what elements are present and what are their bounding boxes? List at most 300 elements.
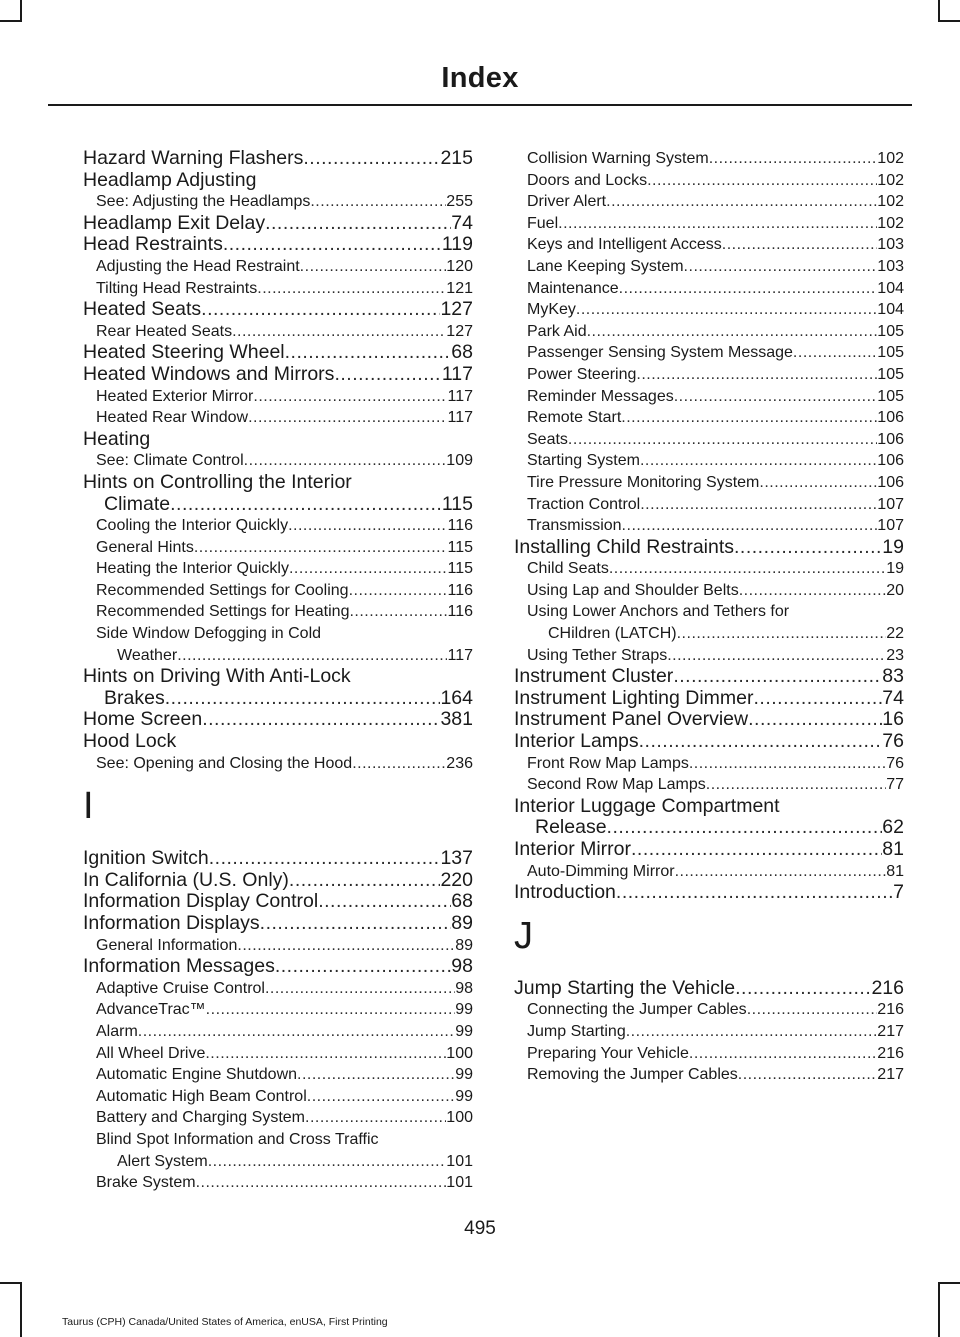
- entry-page-number: 137: [440, 847, 473, 870]
- entry-label: Information Messages: [83, 955, 275, 978]
- dot-leader: [607, 817, 883, 839]
- entry-label: Adjusting the Head Restraint: [96, 257, 300, 275]
- dot-leader: [754, 688, 883, 710]
- entry-label: Transmission: [527, 517, 622, 535]
- dot-leader: [305, 1107, 446, 1129]
- entry-label: Instrument Panel Overview: [514, 708, 749, 731]
- index-subentry[interactable]: [83, 601, 473, 623]
- crop-mark-bottom-left: [20, 1282, 22, 1337]
- entry-page-number: 99: [455, 1022, 473, 1040]
- dot-leader: [209, 848, 441, 870]
- index-subentry[interactable]: [514, 861, 904, 883]
- entry-page-number: 102: [877, 193, 904, 211]
- dot-leader: [170, 494, 442, 516]
- index-subentry[interactable]: [514, 515, 904, 537]
- entry-label: Adaptive Cruise Control: [96, 979, 265, 997]
- index-subentry[interactable]: [514, 753, 904, 775]
- entry-page-number: 83: [882, 665, 904, 688]
- index-subentry[interactable]: [83, 580, 473, 602]
- entry-page-number: 216: [877, 1001, 904, 1019]
- entry-label: Using Tether Straps: [527, 646, 668, 664]
- index-subentry-heading: Side Window Defogging in Cold: [96, 625, 322, 643]
- dot-leader: [689, 753, 886, 775]
- entry-label: Instrument Lighting Dimmer: [514, 686, 754, 709]
- entry-page-number: 116: [447, 517, 473, 535]
- dot-leader: [576, 299, 877, 321]
- entry-page-number: 117: [447, 387, 473, 405]
- dot-leader: [349, 601, 447, 623]
- index-subentry[interactable]: [83, 753, 473, 775]
- index-subentry[interactable]: [514, 580, 904, 602]
- index-subentry[interactable]: [83, 450, 473, 472]
- entry-label: Automatic Engine Shutdown: [96, 1066, 298, 1084]
- entry-page-number: 115: [447, 560, 473, 578]
- index-subentry[interactable]: [514, 191, 904, 213]
- index-entry[interactable]: [83, 494, 473, 516]
- index-entry-heading: Hints on Controlling the Interior: [83, 470, 352, 493]
- index-subentry[interactable]: [514, 494, 904, 516]
- entry-label: Heated Exterior Mirror: [96, 387, 254, 405]
- entry-page-number: 105: [877, 344, 904, 362]
- crop-mark-top-right-h: [938, 20, 960, 22]
- dot-leader: [616, 882, 893, 904]
- entry-label: Keys and Intelligent Access: [527, 236, 722, 254]
- entry-page-number: 81: [882, 838, 904, 860]
- crop-mark-bottom-right: [938, 1282, 940, 1337]
- index-subentry[interactable]: [83, 978, 473, 1000]
- index-subentry[interactable]: [514, 472, 904, 494]
- entry-label: See: Opening and Closing the Hood: [96, 754, 353, 772]
- entry-label: Automatic High Beam Control: [96, 1087, 307, 1105]
- entry-label: AdvanceTrac™: [96, 1001, 206, 1019]
- dot-leader: [206, 999, 456, 1021]
- entry-label: Auto-Dimming Mirror: [527, 862, 675, 880]
- dot-leader: [674, 386, 878, 408]
- page-number: 495: [464, 1218, 496, 1239]
- header-divider: [48, 104, 912, 106]
- entry-page-number: 107: [877, 495, 904, 513]
- index-column-right: [514, 148, 904, 1086]
- index-subentry[interactable]: [83, 191, 473, 213]
- entry-label: Cooling the Interior Quickly: [96, 517, 289, 535]
- entry-page-number: 102: [877, 214, 904, 232]
- dot-leader: [297, 1064, 455, 1086]
- entry-page-number: 7: [893, 881, 904, 904]
- entry-label: Park Aid: [527, 322, 587, 340]
- dot-leader: [621, 407, 877, 429]
- index-column-left: [83, 148, 473, 1194]
- dot-leader: [257, 278, 446, 300]
- dot-leader: [706, 774, 886, 796]
- index-entry[interactable]: [514, 817, 904, 839]
- entry-label: Information Display Control: [83, 890, 319, 913]
- entry-page-number: 76: [882, 730, 904, 753]
- dot-leader: [684, 256, 878, 278]
- dot-leader: [208, 1151, 447, 1173]
- dot-leader: [673, 666, 882, 688]
- entry-label: Alarm: [96, 1022, 138, 1040]
- dot-leader: [310, 191, 446, 213]
- entry-page-number: 101: [446, 1174, 473, 1192]
- entry-page-number: 99: [455, 1001, 473, 1019]
- index-subentry[interactable]: [83, 537, 473, 559]
- dot-leader: [689, 1043, 877, 1065]
- dot-leader: [626, 1021, 878, 1043]
- index-entry[interactable]: [83, 913, 473, 935]
- dot-leader: [606, 191, 877, 213]
- dot-leader: [202, 709, 440, 731]
- index-entry[interactable]: [83, 299, 473, 321]
- entry-label: Second Row Map Lamps: [527, 776, 706, 794]
- dot-leader: [177, 645, 447, 667]
- entry-label: Remote Start: [527, 409, 622, 427]
- entry-label: Collision Warning System: [527, 150, 709, 167]
- index-subentry[interactable]: [83, 1151, 473, 1173]
- index-section-letter: J: [514, 914, 533, 957]
- entry-label: Removing the Jumper Cables: [527, 1066, 738, 1084]
- entry-page-number: 104: [877, 301, 904, 319]
- index-subentry[interactable]: [83, 645, 473, 667]
- index-subentry[interactable]: [514, 1021, 904, 1043]
- dot-leader: [349, 580, 448, 602]
- entry-label: Interior Lamps: [514, 730, 639, 753]
- entry-page-number: 22: [886, 625, 904, 643]
- index-entry[interactable]: [514, 731, 904, 753]
- dot-leader: [165, 688, 441, 710]
- entry-page-number: 103: [877, 257, 904, 275]
- index-subentry[interactable]: [514, 342, 904, 364]
- entry-label: Brake System: [96, 1174, 196, 1192]
- index-entry-heading: Interior Luggage Compartment: [514, 794, 780, 817]
- entry-label: Information Displays: [83, 912, 260, 934]
- entry-label: General Information: [96, 936, 238, 954]
- index-subentry[interactable]: [514, 148, 904, 170]
- dot-leader: [609, 558, 886, 580]
- entry-page-number: 89: [455, 936, 473, 954]
- index-entry[interactable]: [514, 537, 904, 559]
- index-entry[interactable]: [514, 688, 904, 710]
- index-entry[interactable]: [83, 234, 473, 256]
- entry-page-number: 117: [447, 409, 473, 427]
- entry-label: Preparing Your Vehicle: [527, 1044, 689, 1062]
- dot-leader: [667, 645, 886, 667]
- entry-label: Heated Windows and Mirrors: [83, 362, 335, 385]
- dot-leader: [677, 623, 887, 645]
- entry-page-number: 217: [877, 1066, 904, 1084]
- entry-label: Fuel: [527, 214, 559, 232]
- index-subentry-heading: Using Lower Anchors and Tethers for: [527, 603, 790, 621]
- entry-label: In California (U.S. Only): [83, 868, 289, 891]
- entry-label: Using Lap and Shoulder Belts: [527, 581, 739, 599]
- index-subentry[interactable]: [514, 256, 904, 278]
- index-subentry[interactable]: [514, 1043, 904, 1065]
- dot-leader: [640, 450, 877, 472]
- entry-label: Tire Pressure Monitoring System: [527, 473, 760, 491]
- entry-label: Head Restraints: [83, 233, 223, 256]
- index-subentry[interactable]: [514, 429, 904, 451]
- index-entry[interactable]: [83, 148, 473, 170]
- dot-leader: [748, 709, 882, 731]
- entry-page-number: 76: [886, 754, 904, 772]
- index-entry[interactable]: [514, 839, 904, 861]
- index-subentry[interactable]: [83, 386, 473, 408]
- entry-label: All Wheel Drive: [96, 1044, 206, 1062]
- entry-page-number: 98: [455, 979, 473, 997]
- entry-label: Connecting the Jumper Cables: [527, 1001, 747, 1019]
- entry-label: Maintenance: [527, 279, 619, 297]
- index-subentry[interactable]: [514, 1064, 904, 1086]
- dot-leader: [568, 429, 877, 451]
- entry-page-number: 99: [455, 1066, 473, 1084]
- dot-leader: [636, 364, 877, 386]
- entry-page-number: 23: [886, 646, 904, 664]
- crop-mark-bottom-left-h: [0, 1282, 22, 1284]
- dot-leader: [793, 342, 877, 364]
- entry-label: Installing Child Restraints: [514, 535, 735, 558]
- entry-page-number: 68: [451, 890, 473, 913]
- entry-label: Release: [535, 816, 607, 839]
- entry-page-number: 236: [446, 754, 473, 772]
- entry-page-number: 16: [882, 708, 904, 731]
- index-entry-heading: Hints on Driving With Anti-Lock: [83, 665, 351, 688]
- entry-label: Weather: [117, 646, 178, 664]
- entry-label: Child Seats: [527, 560, 609, 578]
- dot-leader: [138, 1021, 455, 1043]
- index-entry[interactable]: [83, 709, 473, 731]
- index-entry[interactable]: [514, 709, 904, 731]
- dot-leader: [318, 891, 451, 913]
- entry-label: Doors and Locks: [527, 171, 648, 189]
- index-subentry-heading: Blind Spot Information and Cross Traffic: [96, 1130, 379, 1148]
- crop-mark-top-left-h: [0, 20, 22, 22]
- dot-leader: [201, 299, 440, 321]
- entry-label: Heated Steering Wheel: [83, 341, 285, 364]
- index-subentry[interactable]: [514, 234, 904, 256]
- entry-page-number: 120: [446, 257, 473, 275]
- entry-page-number: 216: [877, 1044, 904, 1062]
- entry-page-number: 127: [446, 322, 473, 340]
- entry-page-number: 115: [441, 492, 473, 515]
- index-subentry[interactable]: [83, 1021, 473, 1043]
- entry-label: Ignition Switch: [83, 847, 209, 870]
- entry-page-number: 217: [877, 1022, 904, 1040]
- index-subentry[interactable]: [514, 450, 904, 472]
- index-subentry[interactable]: [83, 1107, 473, 1129]
- dot-leader: [237, 935, 455, 957]
- dot-leader: [622, 515, 878, 537]
- index-subentry[interactable]: [514, 999, 904, 1021]
- entry-page-number: 116: [447, 603, 473, 621]
- entry-page-number: 127: [440, 298, 473, 321]
- dot-leader: [352, 753, 446, 775]
- index-subentry[interactable]: [83, 407, 473, 429]
- entry-page-number: 19: [886, 560, 904, 578]
- index-entry[interactable]: [83, 891, 473, 913]
- index-entry[interactable]: [514, 978, 904, 1000]
- index-subentry[interactable]: [514, 386, 904, 408]
- index-subentry[interactable]: [83, 558, 473, 580]
- index-entry-heading: Heating: [83, 427, 151, 450]
- dot-leader: [275, 956, 451, 978]
- entry-label: Heating the Interior Quickly: [96, 560, 289, 578]
- index-entry[interactable]: [83, 688, 473, 710]
- entry-page-number: 77: [886, 776, 904, 794]
- entry-page-number: 68: [451, 341, 473, 364]
- index-subentry[interactable]: [514, 364, 904, 386]
- dot-leader: [223, 234, 442, 256]
- entry-page-number: 100: [446, 1109, 473, 1127]
- entry-page-number: 19: [882, 535, 904, 558]
- index-entry[interactable]: [83, 870, 473, 892]
- entry-label: Jump Starting: [527, 1022, 626, 1040]
- index-subentry[interactable]: [514, 170, 904, 192]
- index-subentry[interactable]: [514, 623, 904, 645]
- entry-label: See: Adjusting the Headlamps: [96, 193, 311, 211]
- entry-label: Battery and Charging System: [96, 1109, 305, 1127]
- index-section-letter: I: [83, 785, 94, 828]
- entry-label: Front Row Map Lamps: [527, 754, 689, 772]
- dot-leader: [619, 278, 878, 300]
- dot-leader: [738, 1064, 878, 1086]
- entry-page-number: 100: [446, 1044, 473, 1062]
- index-entry[interactable]: [83, 364, 473, 386]
- dot-leader: [265, 978, 455, 1000]
- index-entry[interactable]: [514, 882, 904, 904]
- dot-leader: [285, 342, 452, 364]
- index-subentry[interactable]: [83, 935, 473, 957]
- entry-page-number: 105: [877, 322, 904, 340]
- index-subentry[interactable]: [514, 645, 904, 667]
- entry-page-number: 102: [877, 171, 904, 189]
- entry-label: Recommended Settings for Cooling: [96, 581, 349, 599]
- index-entry[interactable]: [83, 848, 473, 870]
- index-subentry[interactable]: [514, 278, 904, 300]
- index-entry[interactable]: [514, 666, 904, 688]
- entry-label: Seats: [527, 430, 568, 448]
- dot-leader: [709, 148, 878, 170]
- entry-page-number: 115: [447, 538, 473, 556]
- index-subentry[interactable]: [514, 774, 904, 796]
- entry-page-number: 106: [877, 409, 904, 427]
- index-entry[interactable]: [83, 213, 473, 235]
- index-subentry[interactable]: [83, 1086, 473, 1108]
- entry-label: Interior Mirror: [514, 838, 632, 860]
- entry-page-number: 107: [877, 517, 904, 535]
- entry-label: Passenger Sensing System Message: [527, 344, 793, 362]
- entry-label: Hazard Warning Flashers: [83, 147, 304, 169]
- entry-label: Headlamp Exit Delay: [83, 211, 266, 234]
- entry-label: Heated Rear Window: [96, 409, 249, 427]
- entry-label: Reminder Messages: [527, 387, 674, 405]
- dot-leader: [558, 213, 877, 235]
- dot-leader: [288, 515, 447, 537]
- crop-mark-bottom-right-h: [938, 1282, 960, 1284]
- entry-page-number: 220: [440, 868, 473, 891]
- index-subentry[interactable]: [514, 407, 904, 429]
- entry-label: Heated Seats: [83, 298, 202, 321]
- entry-page-number: 20: [886, 581, 904, 599]
- dot-leader: [675, 861, 887, 883]
- index-subentry[interactable]: [83, 278, 473, 300]
- entry-page-number: 104: [877, 279, 904, 297]
- entry-label: General Hints: [96, 538, 194, 556]
- dot-leader: [334, 364, 441, 386]
- index-subentry[interactable]: [514, 213, 904, 235]
- entry-page-number: 103: [877, 236, 904, 254]
- entry-page-number: 98: [451, 955, 473, 978]
- page-title: Index: [441, 62, 519, 94]
- index-subentry[interactable]: [83, 1064, 473, 1086]
- dot-leader: [639, 731, 883, 753]
- entry-label: Home Screen: [83, 708, 203, 731]
- entry-label: Brakes: [104, 686, 165, 709]
- dot-leader: [587, 321, 878, 343]
- index-entry[interactable]: [83, 956, 473, 978]
- entry-page-number: 381: [440, 708, 473, 731]
- entry-label: Driver Alert: [527, 193, 607, 211]
- entry-label: Introduction: [514, 881, 616, 904]
- crop-mark-top-left: [20, 0, 22, 22]
- dot-leader: [307, 1086, 455, 1108]
- dot-leader: [205, 1043, 446, 1065]
- dot-leader: [734, 537, 882, 559]
- entry-label: Starting System: [527, 452, 640, 470]
- entry-page-number: 81: [886, 862, 904, 880]
- entry-page-number: 99: [455, 1087, 473, 1105]
- entry-page-number: 216: [871, 976, 904, 999]
- entry-label: See: Climate Control: [96, 452, 244, 470]
- entry-page-number: 105: [877, 365, 904, 383]
- dot-leader: [194, 537, 448, 559]
- entry-label: Power Steering: [527, 365, 637, 383]
- dot-leader: [265, 213, 451, 235]
- index-subentry[interactable]: [514, 321, 904, 343]
- dot-leader: [248, 407, 447, 429]
- entry-page-number: 215: [440, 147, 473, 169]
- entry-page-number: 117: [447, 646, 473, 664]
- entry-label: Alert System: [117, 1152, 208, 1170]
- dot-leader: [722, 234, 878, 256]
- index-subentry[interactable]: [83, 515, 473, 537]
- entry-page-number: 109: [446, 452, 473, 470]
- dot-leader: [747, 999, 878, 1021]
- index-entry[interactable]: [83, 342, 473, 364]
- entry-label: Lane Keeping System: [527, 257, 684, 275]
- entry-page-number: 106: [877, 473, 904, 491]
- entry-label: Climate: [104, 492, 171, 515]
- footer-text: Taurus (CPH) Canada/United States of America, enUSA, First Printing: [62, 1316, 388, 1328]
- index-subentry[interactable]: [83, 256, 473, 278]
- entry-page-number: 116: [447, 581, 473, 599]
- index-subentry[interactable]: [514, 299, 904, 321]
- entry-label: MyKey: [527, 301, 576, 319]
- dot-leader: [232, 321, 446, 343]
- index-subentry[interactable]: [83, 999, 473, 1021]
- entry-label: CHildren (LATCH): [548, 625, 677, 643]
- index-subentry[interactable]: [83, 1172, 473, 1194]
- entry-page-number: 121: [446, 279, 473, 297]
- entry-label: Traction Control: [527, 495, 641, 513]
- index-subentry[interactable]: [514, 558, 904, 580]
- index-entry-heading: Hood Lock: [83, 730, 177, 753]
- crop-mark-top-right: [938, 0, 940, 22]
- entry-page-number: 255: [446, 193, 473, 211]
- index-subentry[interactable]: [83, 321, 473, 343]
- entry-page-number: 164: [440, 686, 473, 709]
- dot-leader: [631, 839, 882, 861]
- index-subentry[interactable]: [83, 1043, 473, 1065]
- dot-leader: [735, 978, 871, 1000]
